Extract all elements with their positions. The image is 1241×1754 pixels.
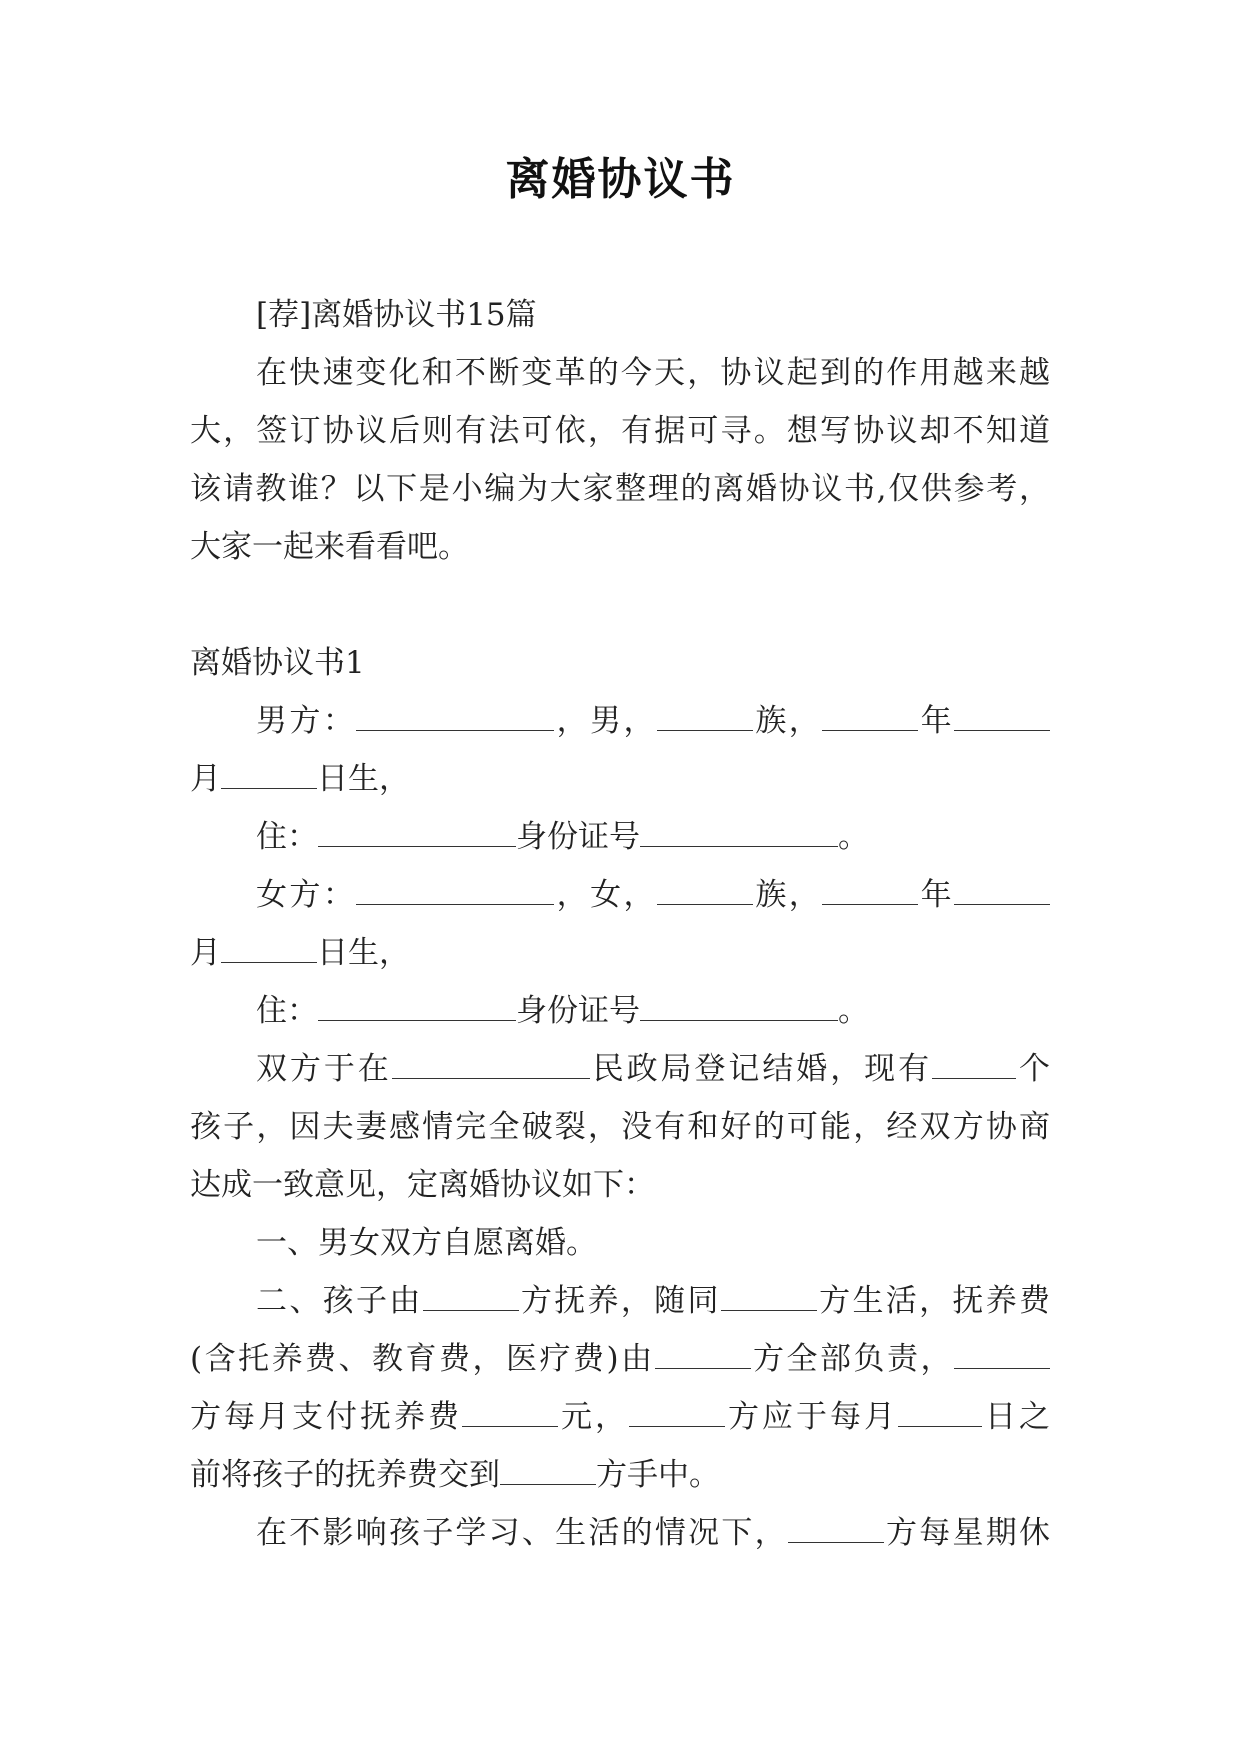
marriage-line-3: 达成一致意见，定离婚协议如下：: [190, 1167, 655, 1203]
amount-blank: [462, 1400, 558, 1427]
section-gap: [190, 576, 1050, 634]
clause-1: 一、男女双方自愿离婚。: [256, 1225, 597, 1261]
payer-blank: [655, 1342, 751, 1369]
clause-2-line-1: 二、孩子由 方抚养，随同 方生活，抚养费: [256, 1283, 1050, 1319]
name-blank: [356, 878, 554, 905]
female-birth-line: 月 日生，: [190, 935, 410, 971]
ethnicity-blank: [657, 878, 753, 905]
female-info-line: 女方： ，女， 族， 年: [190, 866, 1050, 924]
section-heading: 离婚协议书1: [190, 645, 365, 681]
intro-line-2: 大，签订协议后则有法可依，有据可寻。想写协议却不知道: [190, 413, 1050, 449]
id-number-blank: [640, 820, 838, 847]
day-blank: [221, 762, 317, 789]
registry-blank: [392, 1052, 590, 1079]
clause-2-line-4: 前将孩子的抚养费交到 方手中。: [190, 1457, 720, 1493]
document-title: 离婚协议书: [505, 154, 736, 205]
residence-blank: [721, 1284, 817, 1311]
year-blank: [822, 704, 918, 731]
children-count-blank: [932, 1052, 1016, 1079]
year-blank: [822, 878, 918, 905]
ethnicity-blank: [657, 704, 753, 731]
custody-blank: [423, 1284, 519, 1311]
marriage-line-1: 双方于在 民政局登记结婚，现有 个: [256, 1051, 1050, 1087]
address-blank: [318, 820, 516, 847]
due-day-blank: [898, 1400, 982, 1427]
name-blank: [356, 704, 554, 731]
document-body: [190, 286, 1050, 1562]
clause-3-line-1: 在不影响孩子学习、生活的情况下， 方每星期休: [256, 1515, 1050, 1551]
intro-line-3: 该请教谁？以下是小编为大家整理的离婚协议书,仅供参考，: [190, 471, 1050, 507]
deadline-payer-blank: [629, 1400, 725, 1427]
clause-2-line-2: (含托养费、教育费，医疗费)由 方全部负责，: [190, 1330, 1050, 1388]
clause-2-line-3: 方每月支付抚养费 元， 方应于每月 日之: [190, 1399, 1050, 1435]
male-address-line: 住： 身份证号 。: [256, 819, 869, 855]
day-blank: [221, 936, 317, 963]
male-info-line: 男方： ，男， 族， 年: [190, 692, 1050, 750]
id-number-blank: [640, 994, 838, 1021]
intro-line-1: 在快速变化和不断变革的今天，协议起到的作用越来越: [256, 355, 1050, 391]
intro-heading: [荐]离婚协议书15篇: [256, 297, 537, 333]
month-blank: [954, 878, 1050, 905]
female-address-line: 住： 身份证号 。: [256, 993, 869, 1029]
recipient-blank: [500, 1458, 596, 1485]
male-birth-line: 月 日生，: [190, 761, 410, 797]
address-blank: [318, 994, 516, 1021]
visitation-party-blank: [788, 1516, 884, 1543]
marriage-line-2: 孩子，因夫妻感情完全破裂，没有和好的可能，经双方协商: [190, 1109, 1050, 1145]
month-blank: [954, 704, 1050, 731]
intro-line-4: 大家一起来看看吧。: [190, 529, 469, 565]
monthly-payer-blank: [954, 1342, 1050, 1369]
